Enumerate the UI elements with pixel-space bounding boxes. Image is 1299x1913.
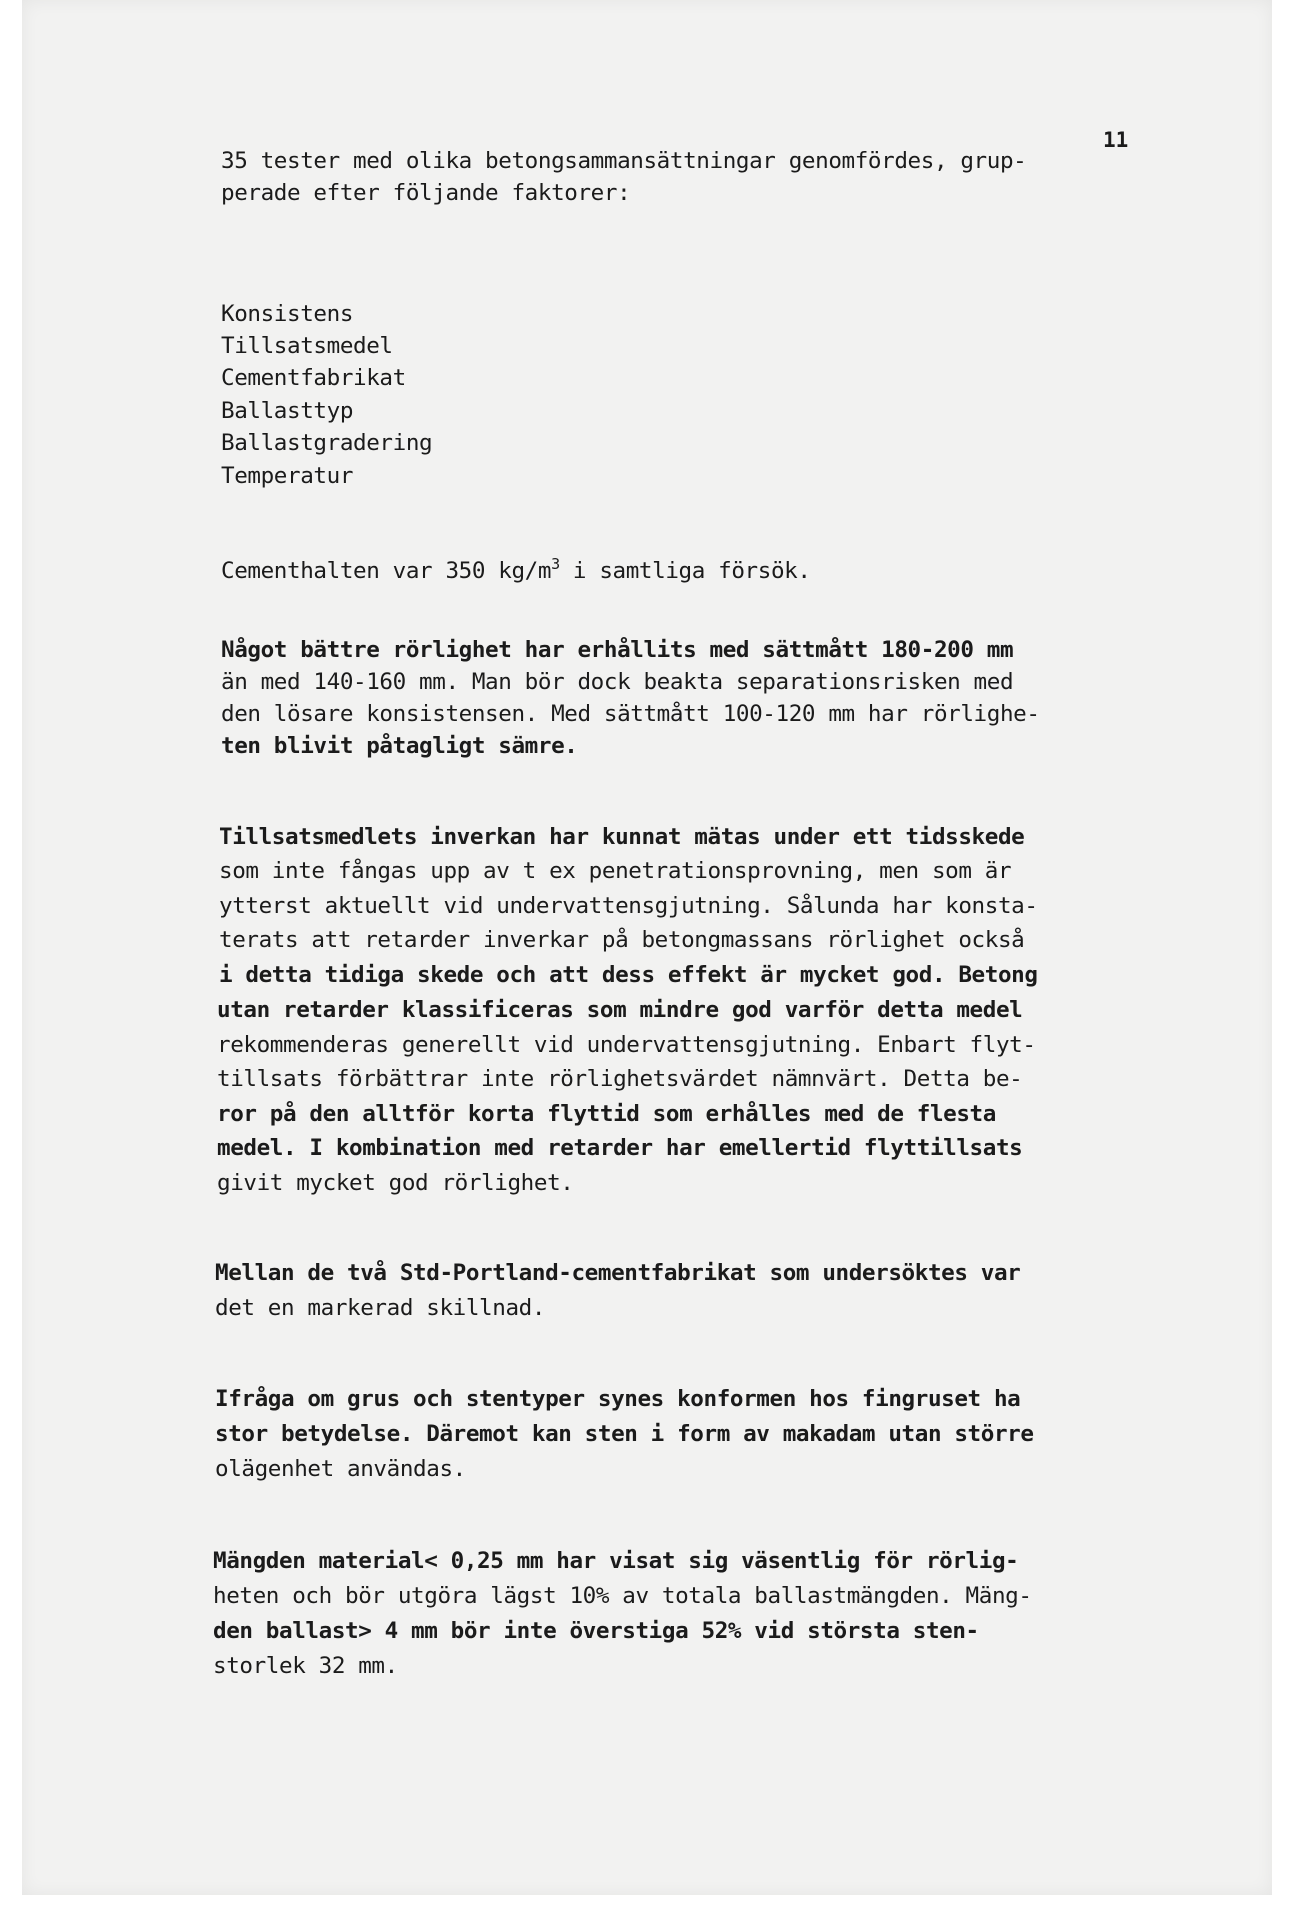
gravel-line-2: stor betydelse. Däremot kan sten i form av makadam utan större [215,1421,1034,1447]
intro-line-1: 35 tester med olika betongsammansättningar genomfördes, grup- [221,148,1027,174]
factor-item: Cementfabrikat [221,365,406,391]
page-number: 11 [1103,128,1129,152]
cement-content-line [221,556,811,586]
consistency-line-4: ten blivit påtagligt sämre. [221,733,578,759]
material-line-1: Mängden material< 0,25 mm har visat sig väsentlig för rörlig- [213,1548,1019,1574]
cement-superscript: 3 [551,555,560,573]
intro-line-2: perade efter följande faktorer: [221,180,631,206]
cement-text-before: Cementhalten var 350 kg/m [221,558,552,584]
material-line-3: den ballast> 4 mm bör inte överstiga 52% vid största sten- [213,1618,979,1644]
additives-line-5: i detta tidiga skede och att dess effekt är mycket god. Betong [219,962,1038,988]
factor-item: Ballastgradering [221,430,433,456]
gravel-line-1: Ifråga om grus och stentyper synes konformen hos fingruset ha [215,1386,1021,1412]
consistency-line-3: den lösare konsistensen. Med sättmått 100-120 mm har rörlighe- [221,701,1040,727]
cement-text-after: i samtliga försök. [559,558,811,584]
additives-line-10: medel. I kombination med retarder har emellertid flyttillsats [217,1135,1023,1161]
additives-line-2: som inte fångas upp av t ex penetrationsprovning, men som är [219,858,1012,884]
additives-line-6: utan retarder klassificeras som mindre god varför detta medel [217,997,1023,1023]
page-edge [1272,0,1299,1913]
portland-line-1: Mellan de två Std-Portland-cementfabrikat som undersöktes var [215,1260,1021,1286]
consistency-line-2: än med 140-160 mm. Man bör dock beakta separationsrisken med [221,669,1014,695]
additives-line-3: ytterst aktuellt vid undervattensgjutning. Sålunda har konsta- [219,893,1038,919]
portland-line-2: det en markerad skillnad. [215,1295,546,1321]
additives-line-9: ror på den alltför korta flyttid som erhålles med de flesta [217,1101,996,1127]
additives-line-7: rekommenderas generellt vid undervattensgjutning. Enbart flyt- [217,1032,1036,1058]
material-line-4: storlek 32 mm. [213,1653,398,1679]
additives-line-11: givit mycket god rörlighet. [217,1170,574,1196]
additives-line-8: tillsats förbättrar inte rörlighetsvärdet nämnvärt. Detta be- [217,1066,1023,1092]
gravel-line-3: olägenhet användas. [215,1456,466,1482]
consistency-line-1: Något bättre rörlighet har erhållits med sättmått 180-200 mm [221,637,1014,663]
additives-line-1: Tillsatsmedlets inverkan har kunnat mätas under ett tidsskede [219,824,1025,850]
factor-item: Tillsatsmedel [221,333,393,359]
material-line-2: heten och bör utgöra lägst 10% av totala ballastmängden. Mäng- [213,1583,1032,1609]
factor-item: Ballasttyp [221,398,354,424]
factor-item: Temperatur [221,463,354,489]
factor-item: Konsistens [221,301,354,327]
additives-line-4: terats att retarder inverkar på betongmassans rörlighet också [219,927,1025,953]
